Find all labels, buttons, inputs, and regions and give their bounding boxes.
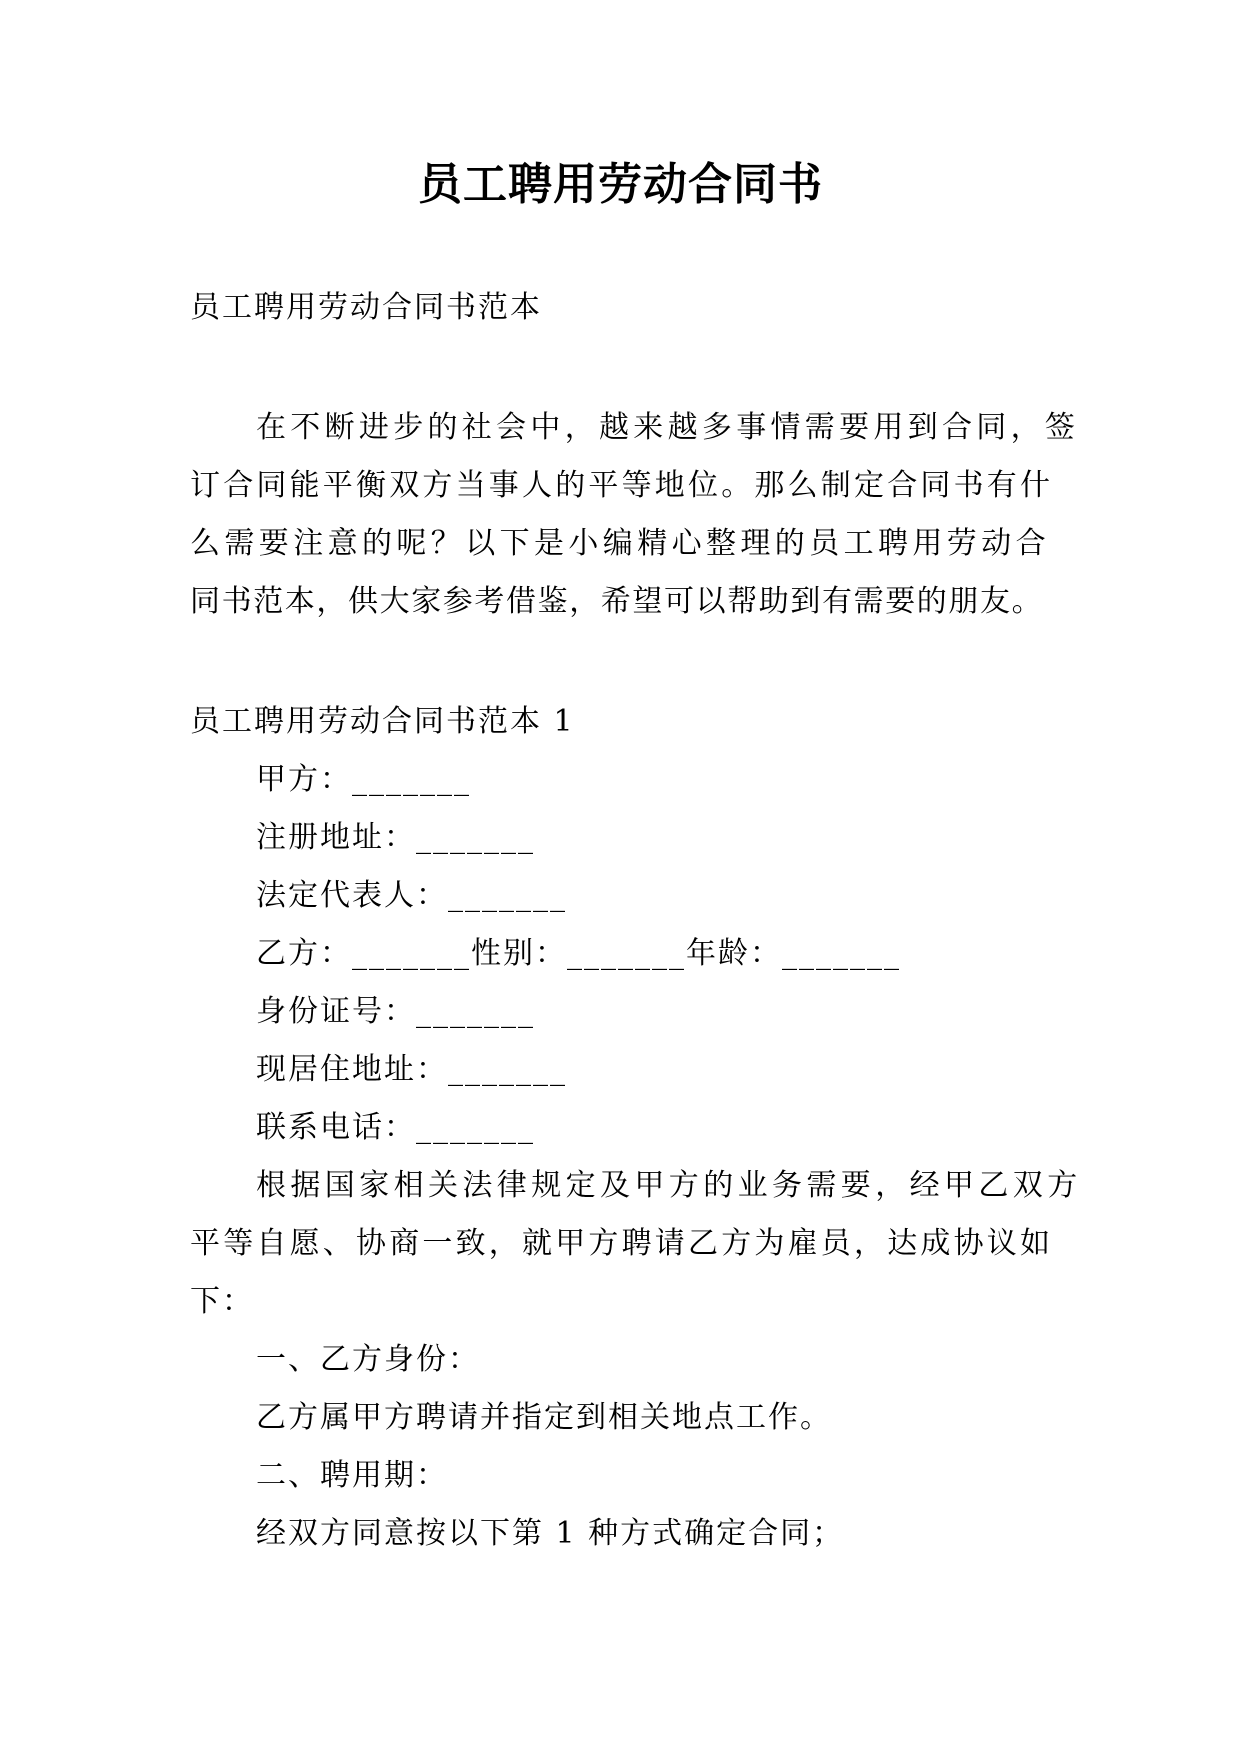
intro-line-4: 同书范本，供大家参考借鉴，希望可以帮助到有需要的朋友。 — [190, 584, 1044, 619]
field-registered-address: 注册地址：_______ — [256, 820, 535, 855]
document-title: 员工聘用劳动合同书 — [418, 159, 823, 210]
intro-line-1: 在不断进步的社会中，越来越多事情需要用到合同，签 — [256, 410, 1080, 445]
section-2-text: 经双方同意按以下第 1 种方式确定合同； — [256, 1516, 845, 1551]
field-id-number: 身份证号：_______ — [256, 994, 535, 1029]
field-phone: 联系电话：_______ — [256, 1110, 535, 1145]
agreement-line-2: 平等自愿、协商一致，就甲方聘请乙方为雇员，达成协议如 — [190, 1226, 1054, 1261]
section-1-text: 乙方属甲方聘请并指定到相关地点工作。 — [256, 1400, 832, 1435]
section-1-heading: 一、乙方身份： — [256, 1342, 480, 1377]
field-party-b: 乙方：_______性别：_______年龄：_______ — [256, 936, 901, 971]
field-party-a: 甲方：_______ — [256, 762, 471, 797]
agreement-line-3: 下： — [190, 1284, 254, 1319]
sample-heading: 员工聘用劳动合同书范本 1 — [190, 704, 575, 739]
agreement-line-1: 根据国家相关法律规定及甲方的业务需要，经甲乙双方 — [256, 1168, 1082, 1203]
document-subtitle: 员工聘用劳动合同书范本 — [190, 290, 542, 325]
field-current-address: 现居住地址：_______ — [256, 1052, 567, 1087]
intro-line-3: 么需要注意的呢？以下是小编精心整理的员工聘用劳动合 — [190, 526, 1050, 561]
intro-line-2: 订合同能平衡双方当事人的平等地位。那么制定合同书有什 — [190, 468, 1054, 503]
section-2-heading: 二、聘用期： — [256, 1458, 448, 1493]
field-legal-representative: 法定代表人：_______ — [256, 878, 567, 913]
